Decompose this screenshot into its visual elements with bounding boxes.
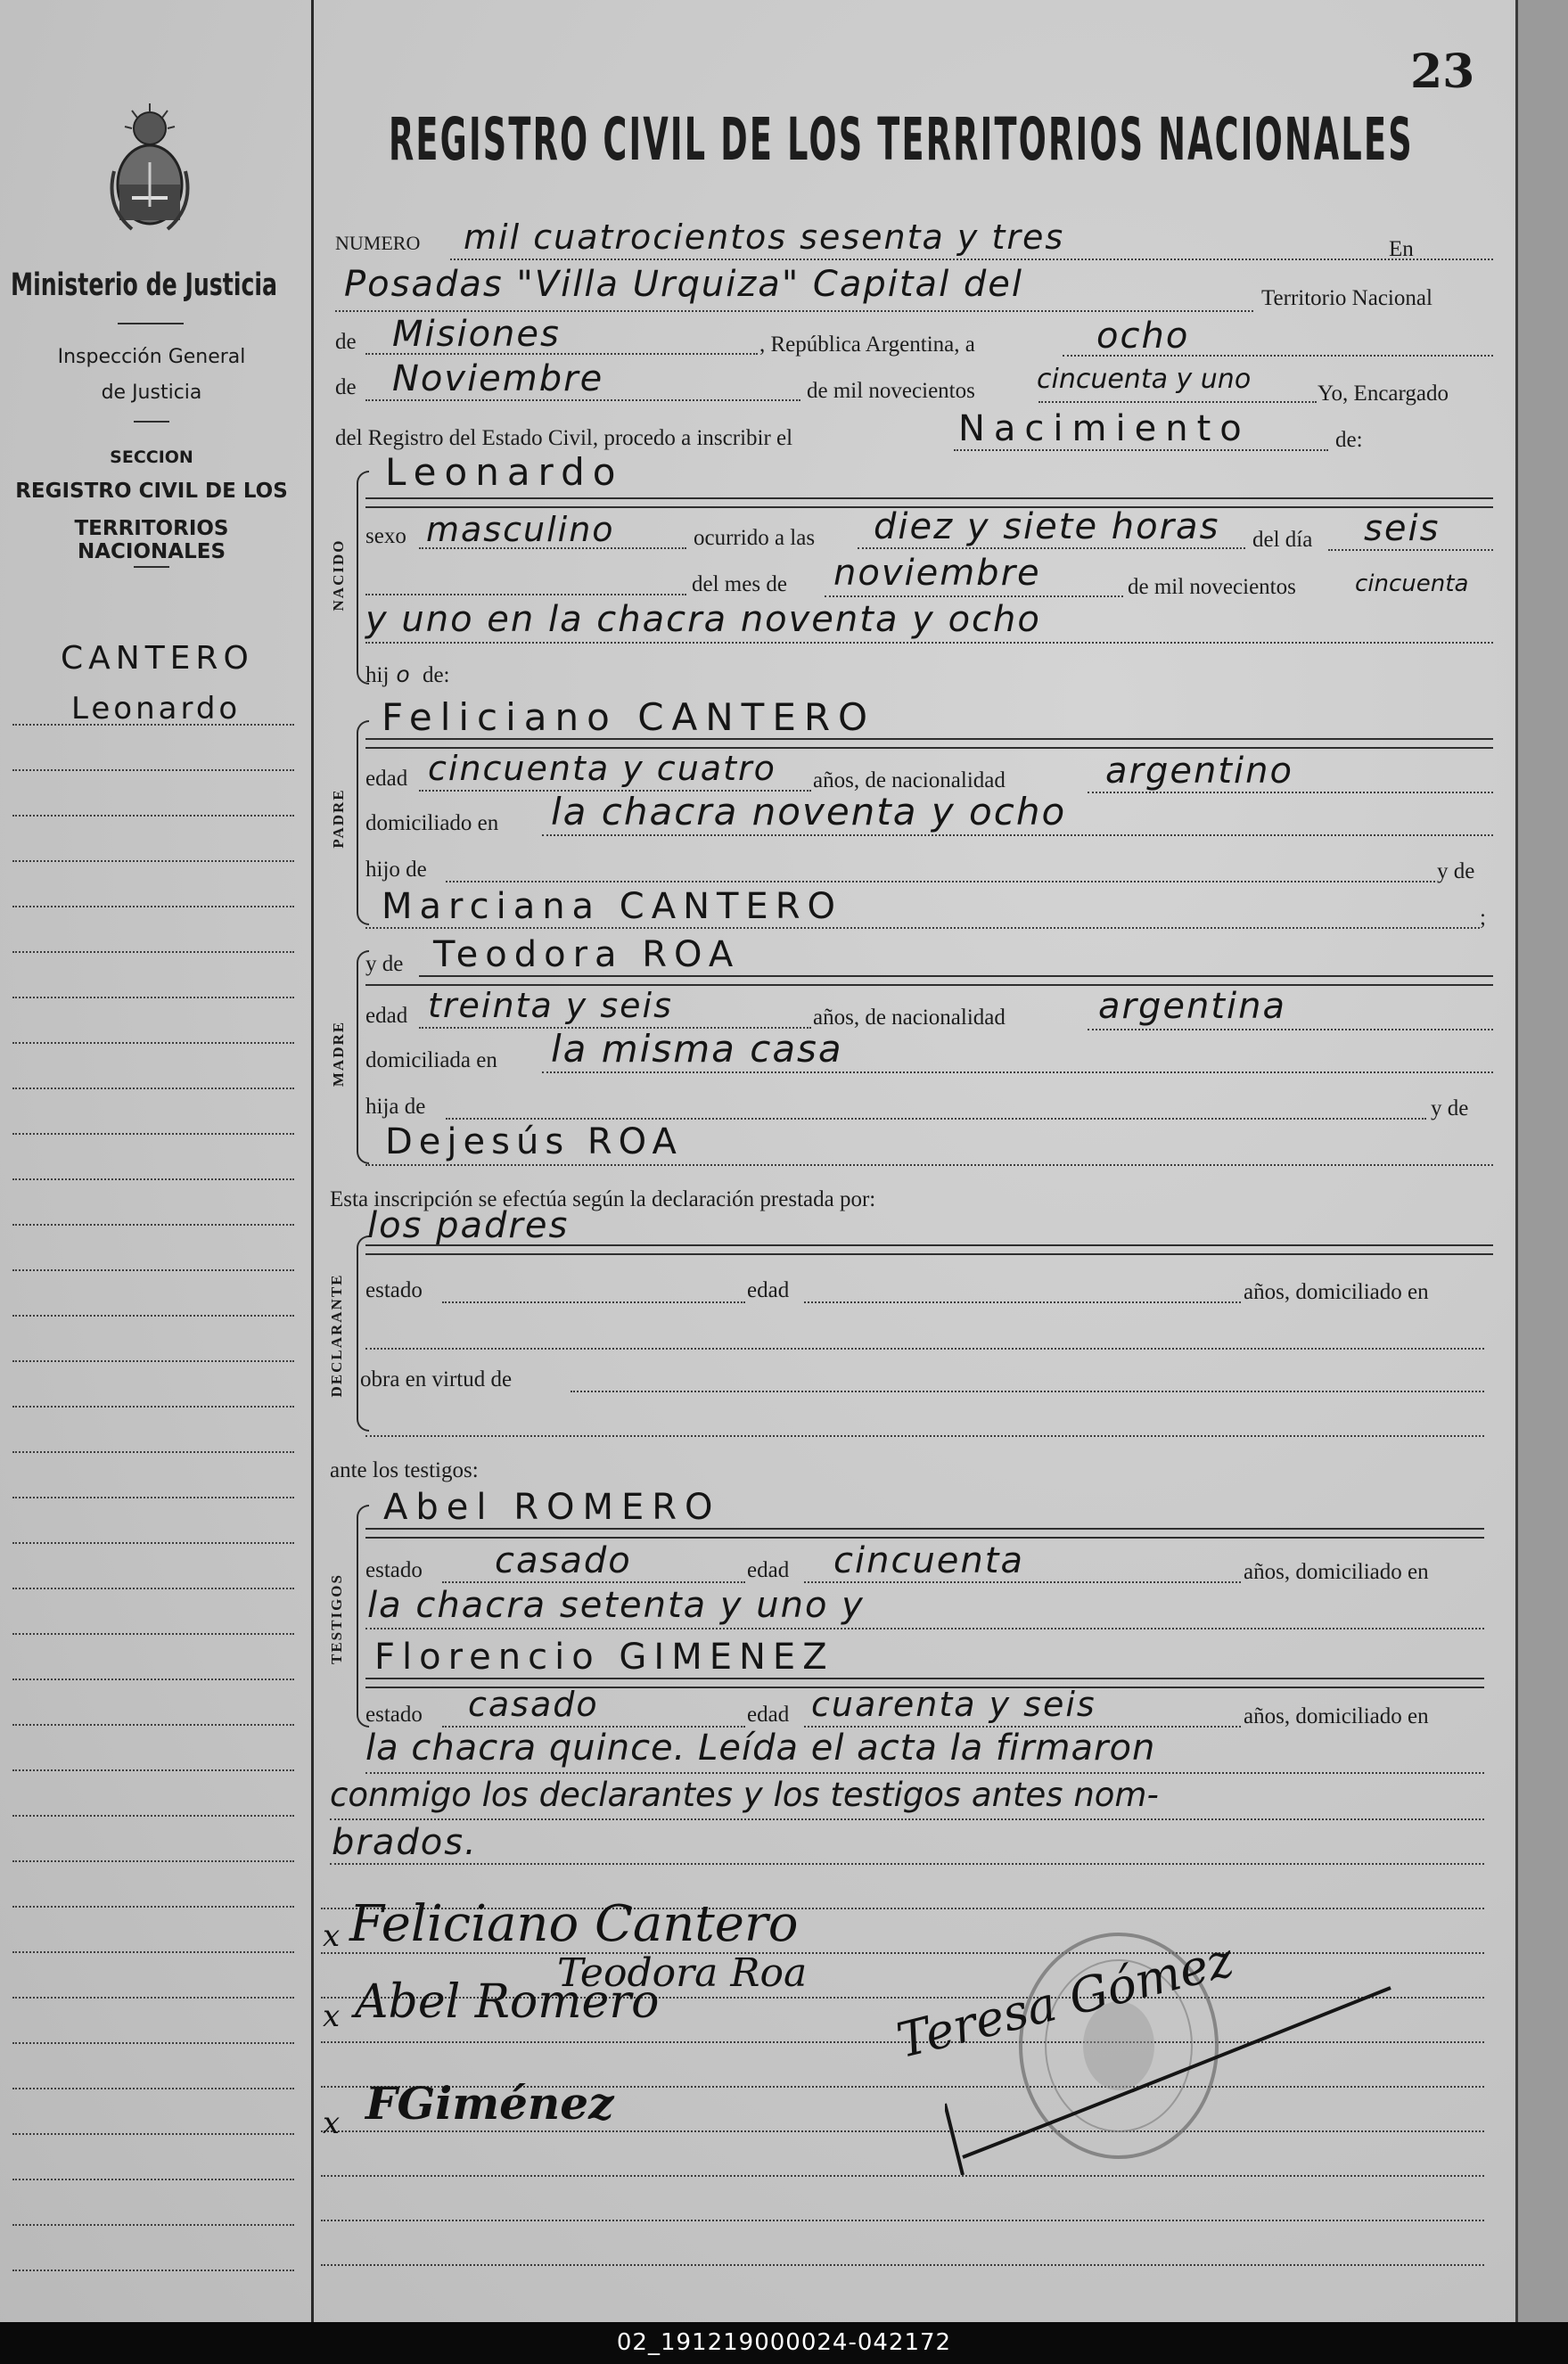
ruled-line bbox=[12, 1451, 294, 1453]
declaracion-anos-label: años, domiciliado en bbox=[1244, 1280, 1429, 1304]
place-line bbox=[335, 310, 1253, 312]
ruled-line bbox=[12, 1860, 294, 1862]
ruled-line bbox=[12, 1315, 294, 1317]
mark-1: x bbox=[323, 1918, 341, 1954]
testigo2-edad: cuarenta y seis bbox=[811, 1685, 1096, 1724]
testigo2-dom-line-2 bbox=[330, 1818, 1484, 1820]
padre-dom-line bbox=[542, 834, 1493, 836]
signature-abel: Abel Romero bbox=[355, 1975, 660, 2029]
testigos-intro: ante los testigos: bbox=[330, 1458, 479, 1482]
ruled-line bbox=[12, 1178, 294, 1180]
declaracion-intro: Esta inscripción se efectúa según la declaración prestada por: bbox=[330, 1187, 876, 1211]
declaracion-estado-line bbox=[442, 1301, 745, 1303]
child-name: Leonardo bbox=[385, 450, 624, 494]
procedo-label: del Registro del Estado Civil, procedo a inscribir el bbox=[335, 426, 793, 450]
nacido-label: NACIDO bbox=[330, 538, 347, 612]
ruled-line bbox=[12, 1269, 294, 1271]
padre-nationality: argentino bbox=[1105, 751, 1293, 792]
page-title: REGISTRO CIVIL DE LOS TERRITORIOS NACIONALES bbox=[389, 105, 1414, 174]
inspection-line2: de Justicia bbox=[101, 382, 202, 404]
obra-line bbox=[571, 1391, 1484, 1392]
madre-label: MADRE bbox=[330, 1020, 347, 1088]
testigo1-estado-label: estado bbox=[365, 1558, 423, 1582]
signature-feliciano: Feliciano Cantero bbox=[349, 1895, 799, 1953]
ruled-line bbox=[12, 1951, 294, 1953]
act-value: Nacimiento bbox=[958, 408, 1251, 449]
testigo1-line-1 bbox=[365, 1528, 1484, 1530]
act-line bbox=[954, 449, 1328, 451]
madre-anos-label: años, de nacionalidad bbox=[813, 1006, 1006, 1030]
padre-semicolon: ; bbox=[1480, 906, 1486, 930]
madre-hija-de-line bbox=[446, 1118, 1426, 1120]
padre-parent-value: Marciana CANTERO bbox=[382, 886, 842, 927]
birth-place-line bbox=[365, 642, 1493, 644]
yo-label: Yo, Encargado bbox=[1318, 382, 1449, 406]
ruled-line bbox=[12, 951, 294, 953]
testigo1-edad-label: edad bbox=[747, 1558, 790, 1582]
ruled-line bbox=[12, 1497, 294, 1498]
ruled-line bbox=[12, 2042, 294, 2044]
padre-edad-label: edad bbox=[365, 767, 408, 791]
ruled-line bbox=[12, 1997, 294, 1999]
ruled-line bbox=[12, 1406, 294, 1408]
testigo1-line-2 bbox=[365, 1537, 1484, 1539]
declaracion-edad-line bbox=[804, 1301, 1241, 1303]
ruled-line bbox=[12, 815, 294, 817]
padre-edad-value: cincuenta y cuatro bbox=[428, 749, 776, 788]
month-value: Noviembre bbox=[392, 358, 604, 399]
de-label-2: de bbox=[335, 375, 357, 399]
padre-name-line-1 bbox=[365, 738, 1493, 740]
testigo1-dom: la chacra setenta y uno y bbox=[367, 1585, 865, 1626]
left-margin-column bbox=[0, 0, 314, 2322]
hour-value: diez y siete horas bbox=[874, 506, 1220, 547]
hour-line bbox=[858, 547, 1245, 549]
del-mes-label: del mes de bbox=[692, 572, 787, 596]
testigo2-dom-line2: conmigo los declarantes y los testigos antes nom- bbox=[330, 1776, 1159, 1814]
padre-hijo-de-line bbox=[446, 881, 1435, 882]
numero-line bbox=[450, 259, 1493, 260]
madre-edad-label: edad bbox=[365, 1004, 408, 1028]
section-divider bbox=[134, 566, 169, 568]
ruled-line bbox=[12, 724, 294, 726]
declarante-label: DECLARANTE bbox=[328, 1273, 345, 1398]
ocurrido-label: ocurrido a las bbox=[694, 526, 816, 550]
ruled-line bbox=[321, 2264, 1484, 2266]
testigo1-estado: casado bbox=[495, 1540, 632, 1581]
testigos-label: TESTIGOS bbox=[328, 1573, 345, 1664]
sexo-value: masculino bbox=[426, 510, 615, 549]
ruled-line bbox=[12, 906, 294, 907]
ruled-line bbox=[12, 2133, 294, 2135]
birth-month-line bbox=[825, 595, 1123, 597]
year-label: de mil novecientos bbox=[807, 379, 975, 403]
province-value: Misiones bbox=[392, 314, 561, 355]
ruled-line bbox=[12, 1633, 294, 1635]
margin-given-name: Leonardo bbox=[71, 691, 242, 726]
mark-3: x bbox=[323, 2105, 341, 2141]
testigo2-dom-line-3 bbox=[330, 1863, 1484, 1865]
birth-day-line bbox=[1328, 549, 1493, 551]
testigo2-estado-label: estado bbox=[365, 1703, 423, 1727]
ruled-line bbox=[12, 1133, 294, 1135]
page-number: 23 bbox=[1410, 45, 1475, 99]
madre-parent-line bbox=[365, 1164, 1493, 1166]
ruled-line bbox=[12, 1769, 294, 1771]
mil-label: de mil novecientos bbox=[1128, 575, 1296, 599]
ruled-line bbox=[12, 1815, 294, 1817]
declarante-brace bbox=[357, 1235, 369, 1432]
testigo1-dom-line bbox=[365, 1628, 1484, 1629]
testigo2-name: Florencio GIMENEZ bbox=[374, 1637, 834, 1678]
testigo1-edad-line bbox=[804, 1581, 1241, 1583]
padre-parent-line bbox=[365, 927, 1480, 929]
testigo2-edad-label: edad bbox=[747, 1703, 790, 1727]
ruled-line bbox=[12, 2270, 294, 2271]
padre-hijo-de-label: hijo de bbox=[365, 858, 427, 882]
declaracion-edad-label: edad bbox=[747, 1278, 790, 1302]
testigo2-estado: casado bbox=[468, 1685, 599, 1724]
month-line bbox=[365, 399, 800, 401]
del-dia-label: del día bbox=[1252, 528, 1313, 552]
testigo2-dom-line3: brados. bbox=[332, 1822, 478, 1863]
section-label: SECCION bbox=[110, 447, 193, 467]
ruled-line bbox=[12, 1088, 294, 1089]
ruled-line bbox=[12, 997, 294, 998]
ruled-line bbox=[12, 1906, 294, 1908]
ruled-line bbox=[12, 860, 294, 862]
declaracion-value: los padres bbox=[367, 1205, 570, 1246]
madre-name: Teodora ROA bbox=[433, 934, 741, 975]
birth-day-value: seis bbox=[1364, 508, 1441, 549]
ruled-line bbox=[12, 2088, 294, 2089]
sexo-label: sexo bbox=[365, 524, 406, 548]
obra-label: obra en virtud de bbox=[360, 1367, 513, 1391]
padre-y-de: y de bbox=[1437, 859, 1475, 883]
ruled-line bbox=[12, 769, 294, 771]
child-line-1 bbox=[365, 497, 1493, 499]
page-edge bbox=[1515, 0, 1568, 2322]
declaracion-dom-line bbox=[365, 1348, 1484, 1350]
madre-hija-de-label: hija de bbox=[365, 1095, 426, 1119]
inspection-divider bbox=[134, 421, 169, 423]
testigo2-dom-line-1 bbox=[365, 1772, 1484, 1774]
testigo1-name: Abel ROMERO bbox=[383, 1487, 721, 1528]
declaracion-estado-label: estado bbox=[365, 1278, 423, 1302]
madre-edad-value: treinta y seis bbox=[428, 986, 673, 1025]
ruled-line bbox=[12, 1542, 294, 1544]
testigo2-line-1 bbox=[365, 1678, 1484, 1679]
hijo-suffix: o bbox=[396, 661, 410, 687]
ruled-line bbox=[321, 2175, 1484, 2177]
madre-dom-value: la misma casa bbox=[551, 1027, 843, 1071]
section-line2: TERRITORIOS NACIONALES bbox=[74, 517, 229, 563]
padre-label: PADRE bbox=[330, 788, 347, 849]
madre-parent-value: Dejesús ROA bbox=[385, 1121, 683, 1162]
republica-label: , República Argentina, a bbox=[759, 332, 975, 357]
ruled-line bbox=[321, 2220, 1484, 2221]
section-line1: REGISTRO CIVIL DE LOS bbox=[15, 480, 288, 503]
madre-nat-line bbox=[1088, 1029, 1493, 1030]
ruled-line bbox=[12, 2224, 294, 2226]
ruled-line bbox=[12, 2179, 294, 2180]
declaracion-line-2 bbox=[365, 1253, 1493, 1255]
birth-place-value: y uno en la chacra noventa y ocho bbox=[365, 599, 1041, 640]
en-label: En bbox=[1389, 237, 1414, 261]
madre-dom-label: domiciliada en bbox=[365, 1048, 497, 1072]
signature-teodora: Teodora Roa bbox=[557, 1950, 808, 1996]
signature-teresa: Teresa Gómez bbox=[891, 1931, 1239, 2070]
madre-name-line-1 bbox=[419, 975, 1493, 977]
place-value: Posadas "Villa Urquiza" Capital del bbox=[344, 264, 1024, 305]
hijo-label: hij o de: bbox=[365, 661, 450, 687]
ruled-line bbox=[12, 1042, 294, 1044]
numero-value: mil cuatrocientos sesenta y tres bbox=[464, 218, 1065, 257]
de-label-1: de bbox=[335, 330, 357, 354]
padre-dom-label: domiciliado en bbox=[365, 811, 499, 835]
ministry-title: Ministerio de Justicia bbox=[11, 267, 278, 303]
nacido-brace bbox=[357, 471, 369, 685]
mark-2: x bbox=[323, 1999, 341, 2034]
ruled-line bbox=[12, 1588, 294, 1589]
footer-image-id: 02_191219000024-042172 bbox=[0, 2322, 1568, 2364]
testigo2-dom-line1: la chacra quince. Leída el acta la firmaron bbox=[365, 1728, 1156, 1769]
testigo1-anos-label: años, domiciliado en bbox=[1244, 1560, 1429, 1584]
signature-gimenez: FGiménez bbox=[365, 2077, 614, 2130]
ruled-line bbox=[12, 1724, 294, 1726]
madre-nationality: argentina bbox=[1098, 986, 1286, 1027]
madre-y-de-end: y de bbox=[1431, 1096, 1469, 1120]
ministry-divider bbox=[118, 323, 184, 324]
padre-nat-line bbox=[1088, 792, 1493, 793]
madre-dom-line bbox=[542, 1071, 1493, 1073]
margin-surname: CANTERO bbox=[61, 640, 254, 677]
de-colon: de: bbox=[1335, 428, 1363, 452]
obra-line-2 bbox=[365, 1435, 1484, 1437]
year-value: cincuenta y uno bbox=[1037, 364, 1252, 395]
territorio-label: Territorio Nacional bbox=[1261, 286, 1433, 310]
birth-year-value: cincuenta bbox=[1355, 570, 1469, 597]
signature-flourish bbox=[945, 1952, 1408, 2175]
day-value: ocho bbox=[1096, 316, 1190, 357]
numero-label: NUMERO bbox=[335, 232, 421, 254]
year-line bbox=[1038, 401, 1317, 403]
declaracion-line-1 bbox=[365, 1244, 1493, 1246]
ruled-line bbox=[12, 1679, 294, 1680]
inspection-line1: Inspección General bbox=[57, 346, 246, 368]
padre-dom-value: la chacra noventa y ocho bbox=[551, 790, 1067, 833]
coat-of-arms-emblem bbox=[105, 100, 194, 242]
ruled-line bbox=[12, 1360, 294, 1362]
testigo1-edad: cincuenta bbox=[833, 1540, 1024, 1581]
madre-y-de: y de bbox=[365, 952, 404, 976]
padre-anos-label: años, de nacionalidad bbox=[813, 768, 1006, 792]
mes-pre-line bbox=[365, 594, 686, 595]
padre-name: Feliciano CANTERO bbox=[382, 695, 876, 739]
ruled-line bbox=[12, 1224, 294, 1226]
testigo1-estado-line bbox=[442, 1581, 745, 1583]
birth-month-value: noviembre bbox=[833, 553, 1041, 594]
testigo2-anos-label: años, domiciliado en bbox=[1244, 1704, 1429, 1728]
